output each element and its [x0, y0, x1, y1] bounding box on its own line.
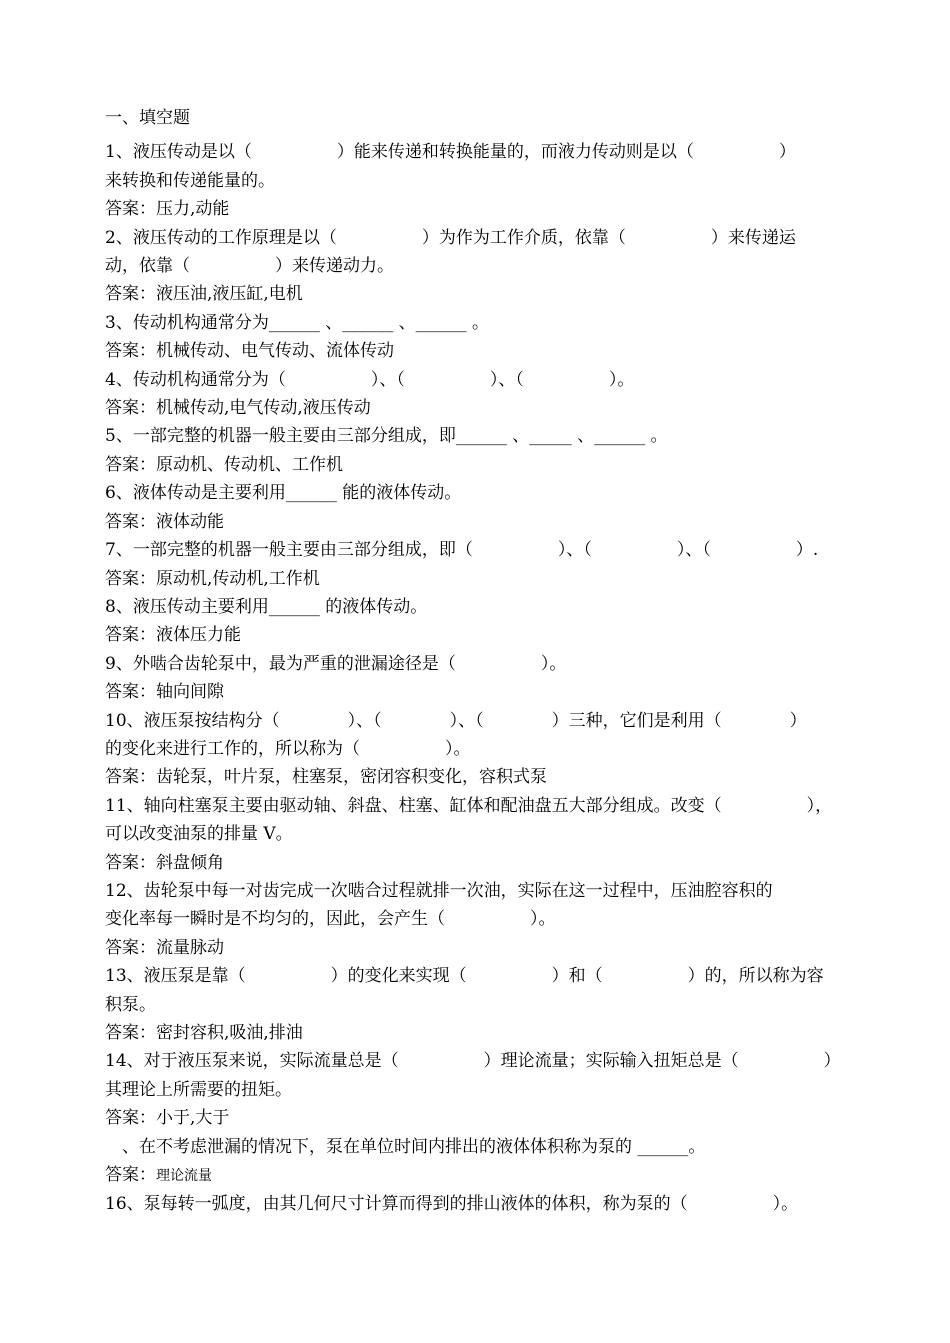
question-3 — [105, 309, 850, 366]
question-text: 2、液压传动的工作原理是以（ ）为作为工作介质，依靠（ ）来传递运 — [105, 227, 796, 248]
question-2 — [105, 224, 850, 309]
question-text: 其理论上所需要的扭矩。 — [105, 1079, 292, 1100]
question-text: 8、液压传动主要利用______ 的液体传动。 — [105, 596, 428, 617]
question-text: 积泵。 — [105, 994, 156, 1015]
question-text: 7、一部完整的机器一般主要由三部分组成，即（ ）、（ ）、（ ）. — [105, 540, 819, 561]
question-text: 12、齿轮泵中每一对齿完成一次啮合过程就排一次油，实际在这一过程中，压油腔容积的 — [105, 880, 773, 901]
question-text: 16、泵每转一弧度，由其几何尺寸计算而得到的排山液体的体积，称为泵的（ ）。 — [105, 1194, 799, 1215]
question-text: 10、液压泵按结构分（ ）、（ ）、（ ）三种，它们是利用（ ） — [105, 710, 807, 731]
answer-text: 答案：液体动能 — [105, 511, 224, 532]
answer-text: 答案：机械传动,电气传动,液压传动 — [105, 398, 371, 419]
answer-text — [105, 1161, 850, 1190]
answer-text: 答案：液体压力能 — [105, 625, 241, 646]
question-text: 4、传动机构通常分为（ ）、（ ）、（ ）。 — [105, 369, 635, 390]
answer-text: 答案：液压油,液压缸,电机 — [105, 284, 303, 305]
question-text: 11、轴向柱塞泵主要由驱动轴、斜盘、柱塞、缸体和配油盘五大部分组成。改变（ ）， — [105, 795, 833, 816]
answer-text: 答案：原动机、传动机、工作机 — [105, 454, 343, 475]
question-text: 变化率每一瞬时是不均匀的，因此，会产生（ ）。 — [105, 909, 556, 930]
question-16 — [105, 1190, 850, 1218]
question-14 — [105, 1047, 850, 1132]
question-text: 、在不考虑泄漏的情况下，泵在单位时间内排出的液体体积称为泵的 ______。 — [105, 1136, 706, 1157]
question-text: 3、传动机构通常分为______ 、______ 、______ 。 — [105, 312, 490, 333]
answer-text: 答案：斜盘倾角 — [105, 852, 224, 873]
answer-value: 理论流量 — [156, 1168, 212, 1185]
question-text: 14、对于液压泵来说，实际流量总是（ ）理论流量；实际输入扭矩总是（ ） — [105, 1051, 841, 1072]
answer-label: 答案： — [105, 1165, 156, 1186]
question-text: 5、一部完整的机器一般主要由三部分组成，即______ 、_____ 、______ 。 — [105, 426, 668, 447]
question-12 — [105, 877, 850, 962]
answer-text: 答案：齿轮泵，叶片泵，柱塞泵，密闭容积变化，容积式泵 — [105, 767, 547, 788]
question-10 — [105, 707, 850, 792]
section-title: 一、填空题 — [105, 108, 190, 128]
question-text: 9、外啮合齿轮泵中，最为严重的泄漏途径是（ ）。 — [105, 653, 567, 674]
question-text: 13、液压泵是靠（ ）的变化来实现（ ）和（ ）的，所以称为容 — [105, 966, 824, 987]
answer-text: 答案：轴向间隙 — [105, 682, 224, 703]
question-6 — [105, 479, 850, 536]
answer-text: 答案：原动机,传动机,工作机 — [105, 568, 320, 589]
question-11 — [105, 792, 850, 877]
answer-text: 答案：流量脉动 — [105, 937, 224, 958]
question-text: 的变化来进行工作的，所以称为（ ）。 — [105, 738, 471, 759]
question-text: 1、液压传动是以（ ）能来传递和转换能量的，而液力传动则是以（ ） — [105, 142, 796, 163]
question-13 — [105, 962, 850, 1047]
question-9 — [105, 650, 850, 707]
question-text: 动，依靠（ ）来传递动力。 — [105, 256, 394, 277]
answer-text: 答案：密封容积,吸油,排油 — [105, 1023, 303, 1043]
question-15 — [105, 1133, 850, 1191]
question-text: 来转换和传递能量的。 — [105, 170, 275, 191]
answer-text: 答案：压力,动能 — [105, 199, 230, 220]
question-text: 6、液体传动是主要利用______ 能的液体传动。 — [105, 483, 462, 504]
question-5 — [105, 422, 850, 479]
question-7 — [105, 536, 850, 593]
answer-text: 答案：机械传动、电气传动、流体传动 — [105, 341, 394, 362]
answer-text: 答案：小于,大于 — [105, 1108, 230, 1129]
question-8 — [105, 593, 850, 650]
document-page — [105, 104, 850, 1219]
question-text: 可以改变油泵的排量 V。 — [105, 824, 293, 845]
question-1 — [105, 138, 850, 223]
question-4 — [105, 366, 850, 423]
